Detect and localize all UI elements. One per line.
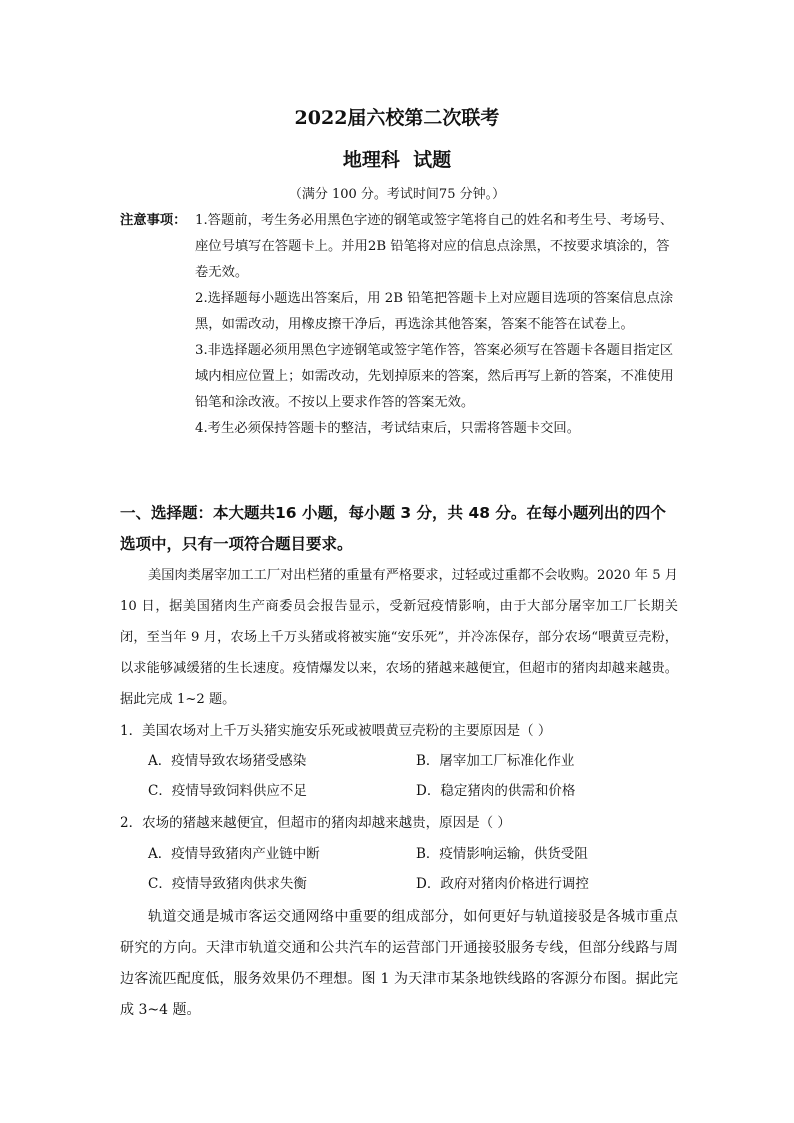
question-1-option-a: A．疫情导致农场猪受感染 bbox=[148, 753, 307, 769]
passage-1: 美国肉类屠宰加工工厂对出栏猪的重量有严格要求，过轻或过重都不会收购。2020 年 5 月 10 日，据美国猪肉生产商委员会报告显示，受新冠疫情影响，由于大部分屠宰加工厂长期关闭，至当年 9 月，农场上千万头猪或将被实施“安乐死”，并冷冻保存，部分农场“喂黄豆壳粉，以求能够减缓猪的生长速度。疫情爆发以来，农场的猪越来越便宜，但超市的猪肉却越来越贵。据此完成 1~2 题。 bbox=[120, 568, 678, 707]
notice-items bbox=[195, 208, 680, 442]
exam-subject-title: 地理科 试题 bbox=[342, 149, 452, 171]
notice-item: 4.考生必须保持答题卡的整洁，考试结束后，只需将答题卡交回。 bbox=[195, 421, 580, 436]
question-1-option-d: D．稳定猪肉的供需和价格 bbox=[416, 783, 576, 799]
question-2-option-c: C．疫情导致猪肉供求失衡 bbox=[148, 876, 307, 892]
section-heading: 一、选择题：本大题共16 小题，每小题 3 分，共 48 分。在每小题列出的四个选项中，只有一项符合题目要求。 bbox=[120, 504, 666, 553]
question-2-stem: 2．农场的猪越来越便宜，但超市的猪肉却越来越贵，原因是（ ） bbox=[120, 815, 511, 831]
exam-title: 2022届六校第二次联考 bbox=[294, 107, 500, 129]
notice-item: 2.选择题每小题选出答案后，用 2B 铅笔把答题卡上对应题目选项的答案信息点涂黑，如需改动，用橡皮擦干净后，再选涂其他答案，答案不能答在试卷上。 bbox=[195, 291, 674, 332]
question-1-option-c: C．疫情导致饲料供应不足 bbox=[148, 783, 307, 799]
question-1-option-b: B．屠宰加工厂标准化作业 bbox=[416, 753, 575, 769]
question-1-stem: 1．美国农场对上千万头猪实施安乐死或被喂黄豆壳粉的主要原因是（ ） bbox=[120, 723, 552, 739]
question-2-option-a: A．疫情导致猪肉产业链中断 bbox=[148, 846, 320, 862]
notice-item: 3.非选择题必须用黑色字迹钢笔或签字笔作答，答案必须写在答题卡各题目指定区域内相应位置上；如需改动，先划掉原来的答案，然后再写上新的答案，不准使用铅笔和涂改液。不按以上要求作答的答案无效。 bbox=[195, 343, 674, 410]
question-2-option-d: D．政府对猪肉价格进行调控 bbox=[416, 876, 589, 892]
notice-label: 注意事项： bbox=[120, 213, 187, 228]
notice-item: 1.答题前，考生务必用黑色字迹的钢笔或签字笔将自己的姓名和考生号、考场号、座位号填写在答题卡上。并用2B 铅笔将对应的信息点涂黑，不按要求填涂的，答卷无效。 bbox=[195, 213, 674, 280]
question-2-option-b: B．疫情影响运输，供货受阻 bbox=[416, 846, 588, 862]
exam-score-time-note: （满分 100 分。考试时间75 分钟。） bbox=[288, 187, 506, 202]
passage-2: 轨道交通是城市客运交通网络中重要的组成部分，如何更好与轨道接驳是各城市重点研究的方向。天津市轨道交通和公共汽车的运营部门开通接驳服务专线，但部分线路与周边客流匹配度低，服务效果仍不理想。图 1 为天津市某条地铁线路的客源分布图。据此完成 3~4 题。 bbox=[120, 909, 678, 1018]
